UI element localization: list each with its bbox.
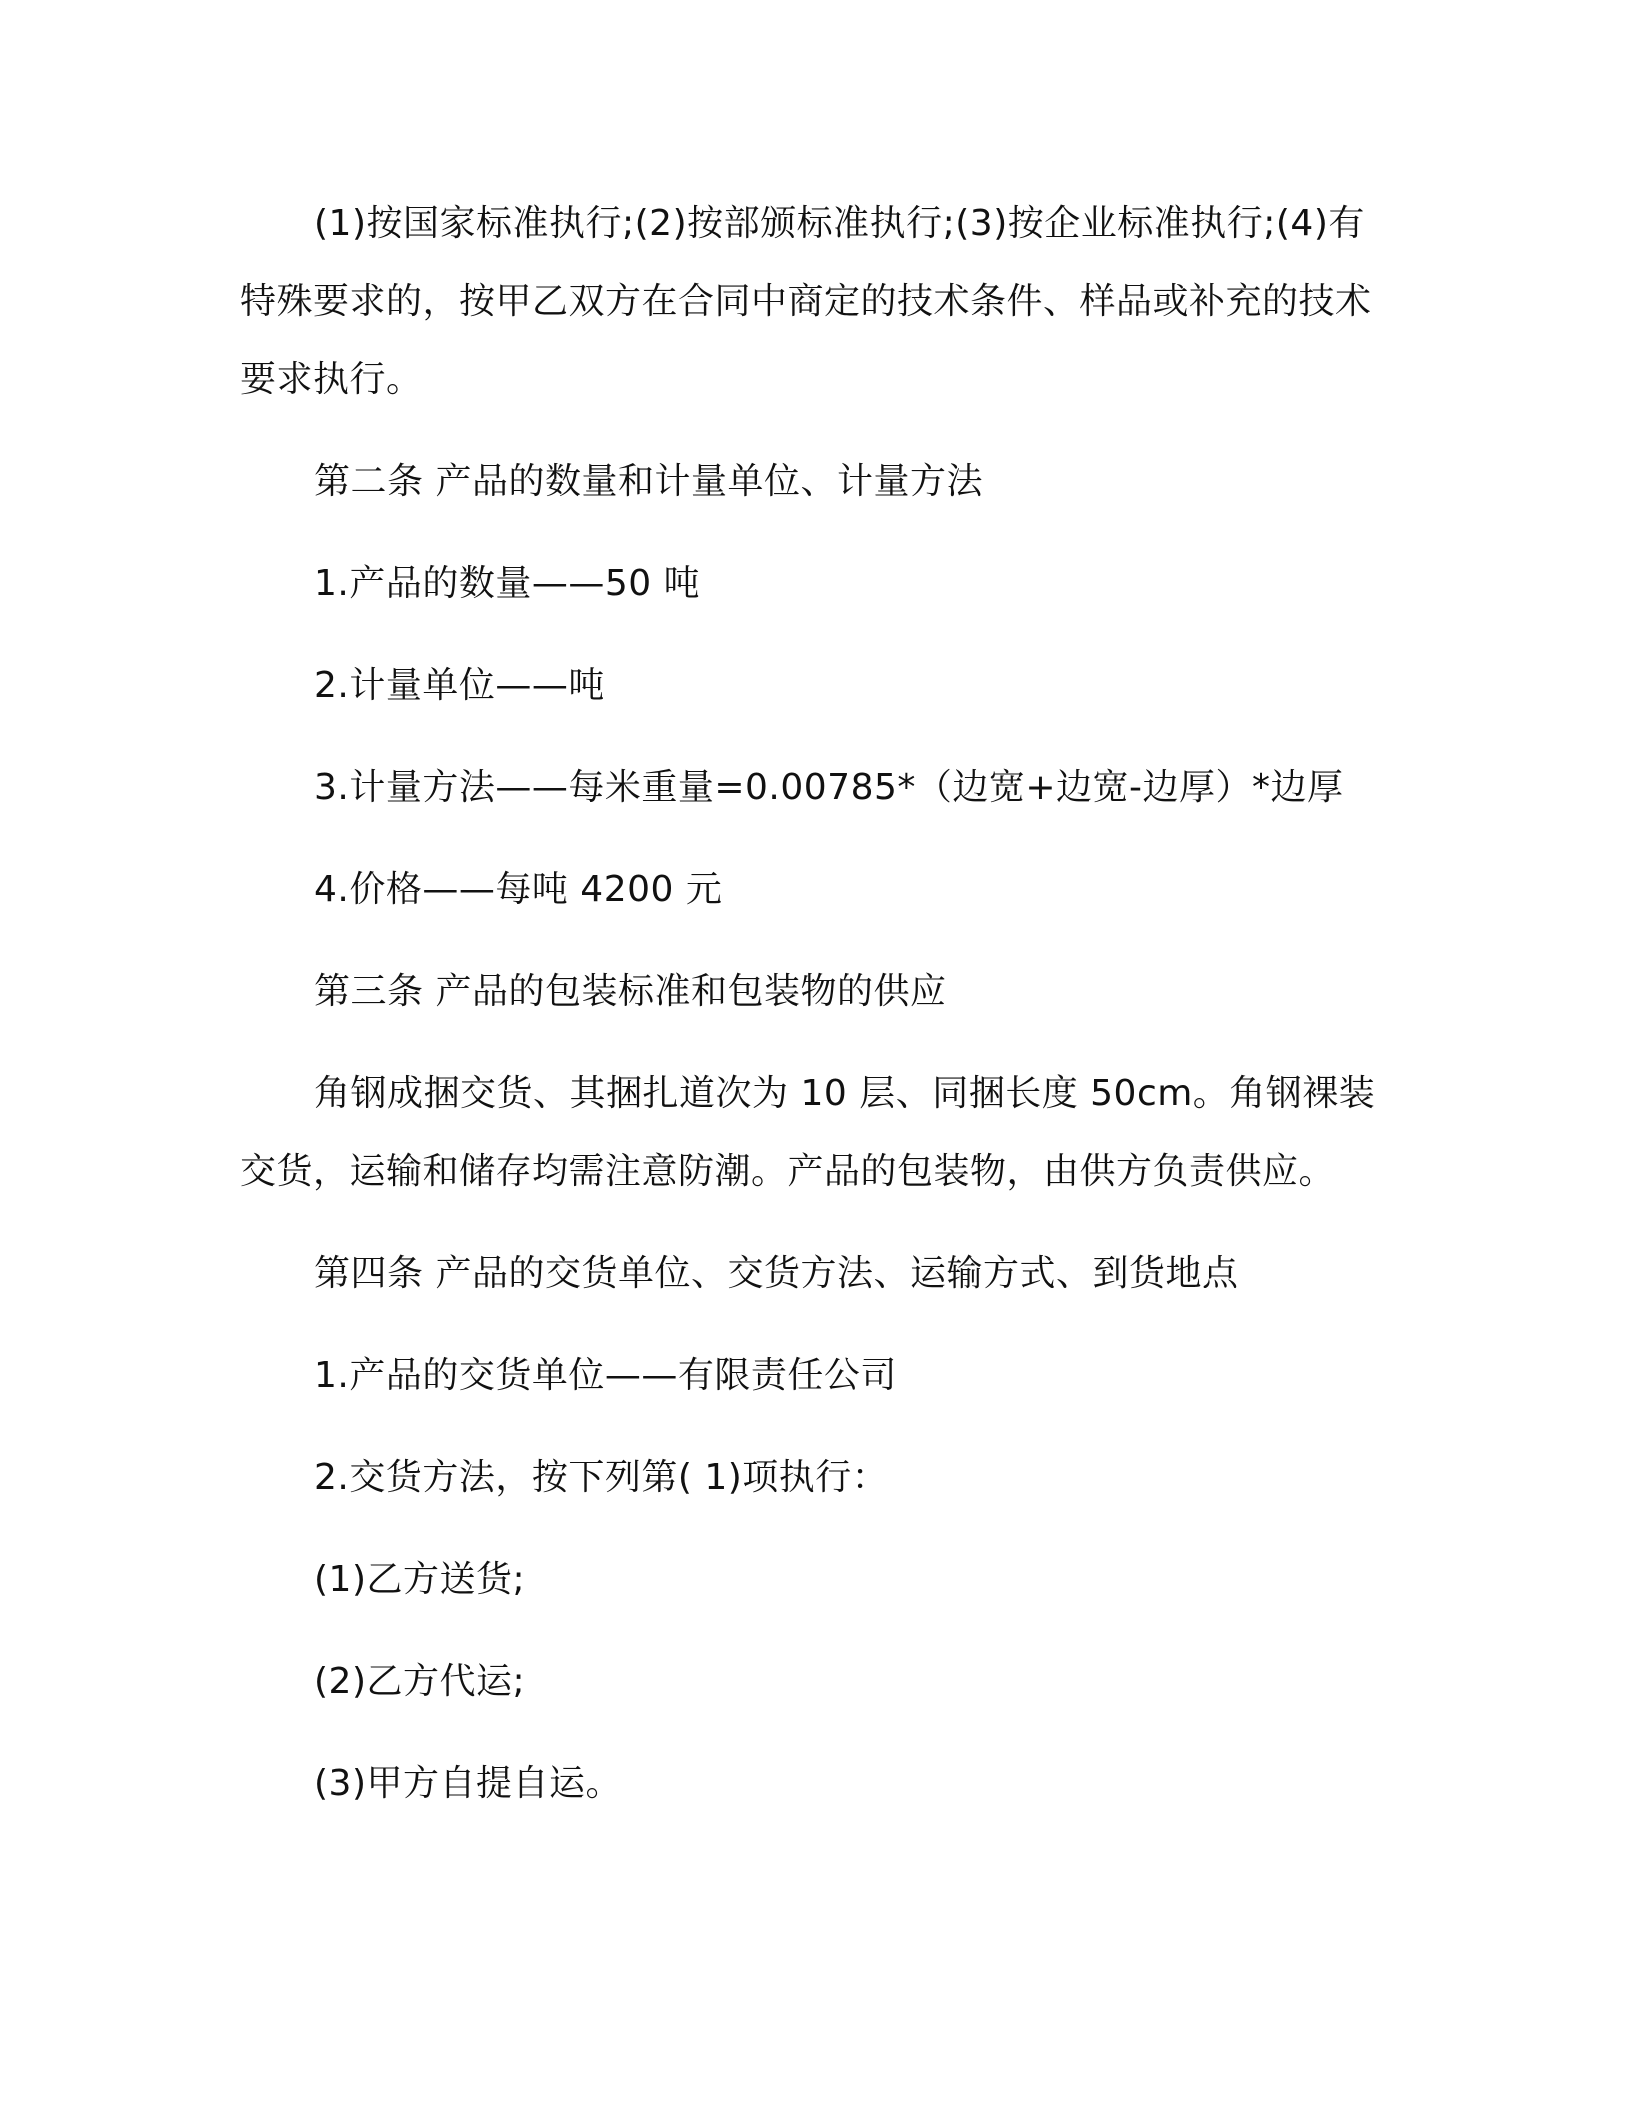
article-4-heading: 第四条 产品的交货单位、交货方法、运输方式、到货地点 (314, 1253, 1239, 1294)
document-body (240, 185, 1390, 1823)
delivery-method-item: 2.交货方法，按下列第( 1)项执行： (314, 1457, 889, 1498)
article-2-heading: 第二条 产品的数量和计量单位、计量方法 (314, 461, 983, 502)
delivery-option-3: (3)甲方自提自运。 (314, 1763, 622, 1804)
unit-item: 2.计量单位——吨 (314, 665, 605, 706)
delivery-option-2: (2)乙方代运; (314, 1661, 526, 1702)
article-3-heading: 第三条 产品的包装标准和包装物的供应 (314, 971, 947, 1012)
quantity-item: 1.产品的数量——50 吨 (314, 563, 701, 604)
measurement-method-item: 3.计量方法——每米重量=0.00785*（边宽+边宽-边厚）*边厚 (314, 767, 1344, 808)
packaging-paragraph: 角钢成捆交货、其捆扎道次为 10 层、同捆长度 50cm。角钢裸装交货，运输和储存均需注意防潮。产品的包装物，由供方负责供应。 (240, 1073, 1376, 1192)
price-item: 4.价格——每吨 4200 元 (314, 869, 723, 910)
delivery-unit-item: 1.产品的交货单位——有限责任公司 (314, 1355, 897, 1396)
paragraph-standards: (1)按国家标准执行;(2)按部颁标准执行;(3)按企业标准执行;(4)有特殊要求的，按甲乙双方在合同中商定的技术条件、样品或补充的技术要求执行。 (240, 203, 1372, 400)
delivery-option-1: (1)乙方送货; (314, 1559, 526, 1600)
